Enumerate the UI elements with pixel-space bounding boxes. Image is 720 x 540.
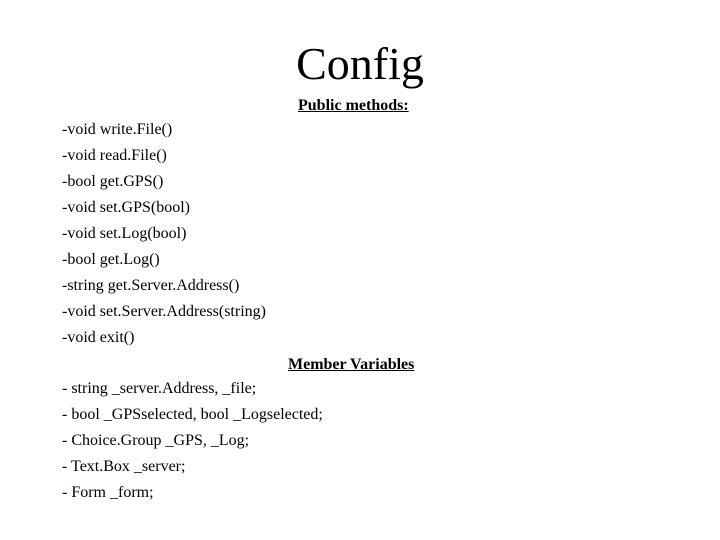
method-item: -string get.Server.Address() [62, 277, 240, 294]
member-variable-item: - string _server.Address, _file; [62, 380, 257, 397]
member-variables-heading: Member Variables [288, 356, 415, 373]
slide-title: Config [296, 38, 424, 89]
method-item: -void read.File() [62, 147, 167, 164]
public-methods-list [62, 117, 266, 351]
method-item: -void exit() [62, 329, 135, 346]
method-item: -void write.File() [62, 121, 173, 138]
method-item: -void set.Server.Address(string) [62, 303, 266, 320]
public-methods-heading: Public methods: [298, 97, 409, 114]
member-variable-item: - Form _form; [62, 484, 154, 501]
method-item: -bool get.Log() [62, 251, 160, 268]
member-variable-item: - Choice.Group _GPS, _Log; [62, 432, 250, 449]
method-item: -bool get.GPS() [62, 173, 164, 190]
method-item: -void set.GPS(bool) [62, 199, 190, 216]
member-variables-list [62, 376, 323, 506]
member-variable-item: - Text.Box _server; [62, 458, 186, 475]
member-variable-item: - bool _GPSselected, bool _Logselected; [62, 406, 323, 423]
method-item: -void set.Log(bool) [62, 225, 187, 242]
